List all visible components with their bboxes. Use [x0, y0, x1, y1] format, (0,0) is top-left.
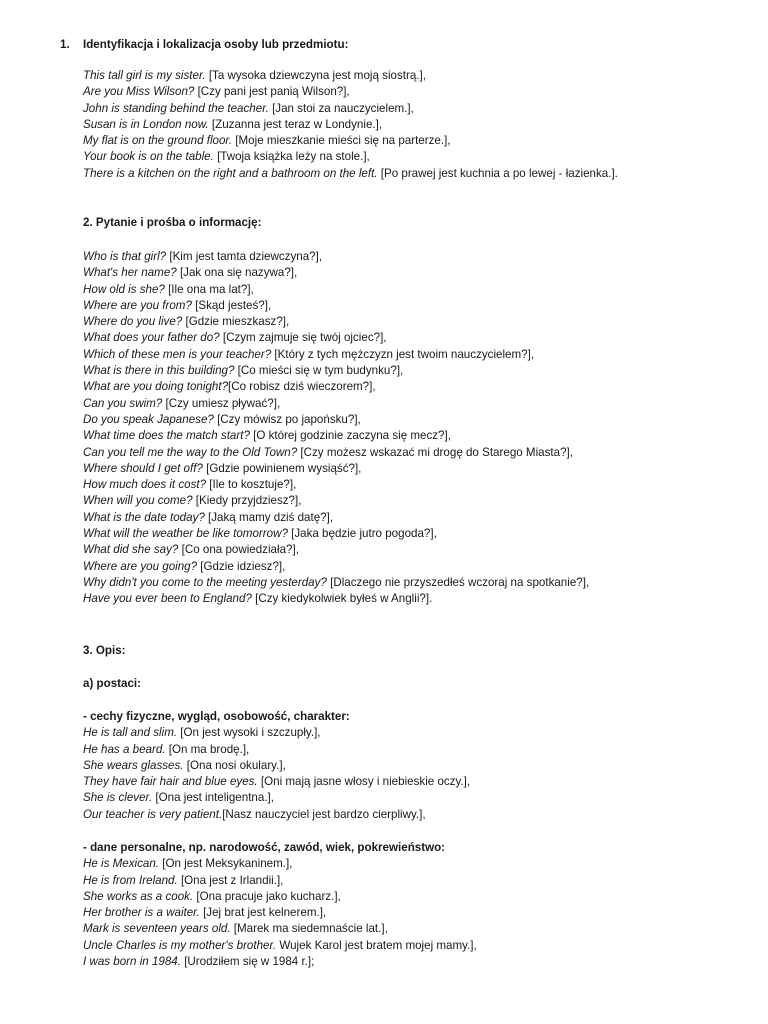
section-1-heading [60, 38, 348, 52]
list-item: She works as a cook. [Ona pracuje jako kucharz.], [83, 889, 341, 903]
group-1-title: - cechy fizyczne, wygląd, osobowość, charakter: [83, 710, 350, 723]
list-item: Can you swim? [Czy umiesz pływać?], [83, 396, 281, 410]
list-item: I was born in 1984. [Urodziłem się w 1984 r.]; [83, 955, 315, 969]
list-item: There is a kitchen on the right and a bathroom on the left. [Po prawej jest kuchnia a po lewej - łazienka.]. [83, 166, 618, 180]
list-item: Your book is on the table. [Twoja książka leży na stole.], [83, 150, 370, 164]
list-item: He has a beard. [On ma brodę.], [83, 742, 250, 756]
list-item: Can you tell me the way to the Old Town? [Czy możesz wskazać mi drogę do Starego Miasta?], [83, 445, 573, 459]
list-item: He is tall and slim. [On jest wysoki i szczupły.], [83, 726, 321, 740]
list-item: She wears glasses. [Ona nosi okulary.], [83, 758, 286, 772]
list-item: What is there in this building? [Co mieści się w tym budynku?], [83, 364, 404, 378]
list-item: What does your father do? [Czym zajmuje się twój ojciec?], [83, 331, 387, 345]
list-item: Her brother is a waiter. [Jej brat jest kelnerem.], [83, 906, 327, 920]
group-2-title: - dane personalne, np. narodowość, zawód, wiek, pokrewieństwo: [83, 841, 446, 854]
list-item: Do you speak Japanese? [Czy mówisz po japońsku?], [83, 412, 361, 426]
list-item: What will the weather be like tomorrow? [Jaka będzie jutro pogoda?], [83, 527, 437, 541]
list-item: What is the date today? [Jaką mamy dziś datę?], [83, 510, 334, 524]
section-2-title: 2. Pytanie i prośba o informację: [83, 216, 262, 229]
list-item: He is Mexican. [On jest Meksykaninem.], [83, 857, 293, 871]
list-item: John is standing behind the teacher. [Jan stoi za nauczycielem.], [83, 101, 414, 115]
list-item: What time does the match start? [O której godzinie zaczyna się mecz?], [83, 429, 451, 443]
section-3-subtitle-a: a) postaci: [83, 677, 141, 690]
section-1-title: Identyfikacja i lokalizacja osoby lub przedmiotu: [83, 38, 349, 51]
section-1-number: 1. [60, 38, 70, 51]
list-item: They have fair hair and blue eyes. [Oni mają jasne włosy i niebieskie oczy.], [83, 775, 471, 789]
list-item: What's her name? [Jak ona się nazywa?], [83, 266, 298, 280]
list-item: Have you ever been to England? [Czy kiedykolwiek byłeś w Anglii?]. [83, 592, 433, 606]
list-item: This tall girl is my sister. [Ta wysoka dziewczyna jest moją siostrą.], [83, 69, 426, 82]
list-item: Uncle Charles is my mother's brother. Wujek Karol jest bratem mojej mamy.], [83, 938, 477, 952]
list-item: He is from Ireland. [Ona jest z Irlandii.], [83, 873, 284, 887]
list-item: What did she say? [Co ona powiedziała?], [83, 543, 299, 557]
list-item: Mark is seventeen years old. [Marek ma siedemnaście lat.], [83, 922, 388, 936]
list-item: She is clever. [Ona jest inteligentna.], [83, 791, 274, 805]
section-3-group-2 [83, 840, 753, 970]
list-item: Where are you from? [Skąd jesteś?], [83, 298, 272, 312]
list-item: How much does it cost? [Ile to kosztuje?], [83, 478, 297, 492]
section-2-list [83, 249, 753, 608]
list-item: Susan is in London now. [Zuzanna jest teraz w Londynie.], [83, 117, 383, 131]
section-3-heading [83, 643, 753, 659]
list-item: Where do you live? [Gdzie mieszkasz?], [83, 315, 290, 329]
list-item: Our teacher is very patient.[Nasz nauczyciel jest bardzo cierpliwy.], [83, 807, 426, 821]
list-item: Are you Miss Wilson? [Czy pani jest panią Wilson?], [83, 85, 350, 99]
section-3-subheading-a [83, 676, 753, 692]
list-item: Where should I get off? [Gdzie powinienem wysiąść?], [83, 461, 362, 475]
section-1-list [83, 68, 753, 182]
list-item: What are you doing tonight?[Co robisz dziś wieczorem?], [83, 380, 376, 394]
section-2-heading [83, 215, 753, 231]
list-item: Why didn't you come to the meeting yesterday? [Dlaczego nie przyszedłeś wczoraj na spotkanie?], [83, 575, 590, 589]
list-item: Which of these men is your teacher? [Który z tych mężczyzn jest twoim nauczycielem?], [83, 347, 535, 361]
list-item: When will you come? [Kiedy przyjdziesz?], [83, 494, 302, 508]
section-3-group-1 [83, 709, 753, 823]
list-item: My flat is on the ground floor. [Moje mieszkanie mieści się na parterze.], [83, 134, 451, 148]
list-item: How old is she? [Ile ona ma lat?], [83, 282, 254, 296]
list-item: Where are you going? [Gdzie idziesz?], [83, 559, 286, 573]
section-3-title: 3. Opis: [83, 644, 126, 657]
list-item: Who is that girl? [Kim jest tamta dziewczyna?], [83, 250, 323, 263]
